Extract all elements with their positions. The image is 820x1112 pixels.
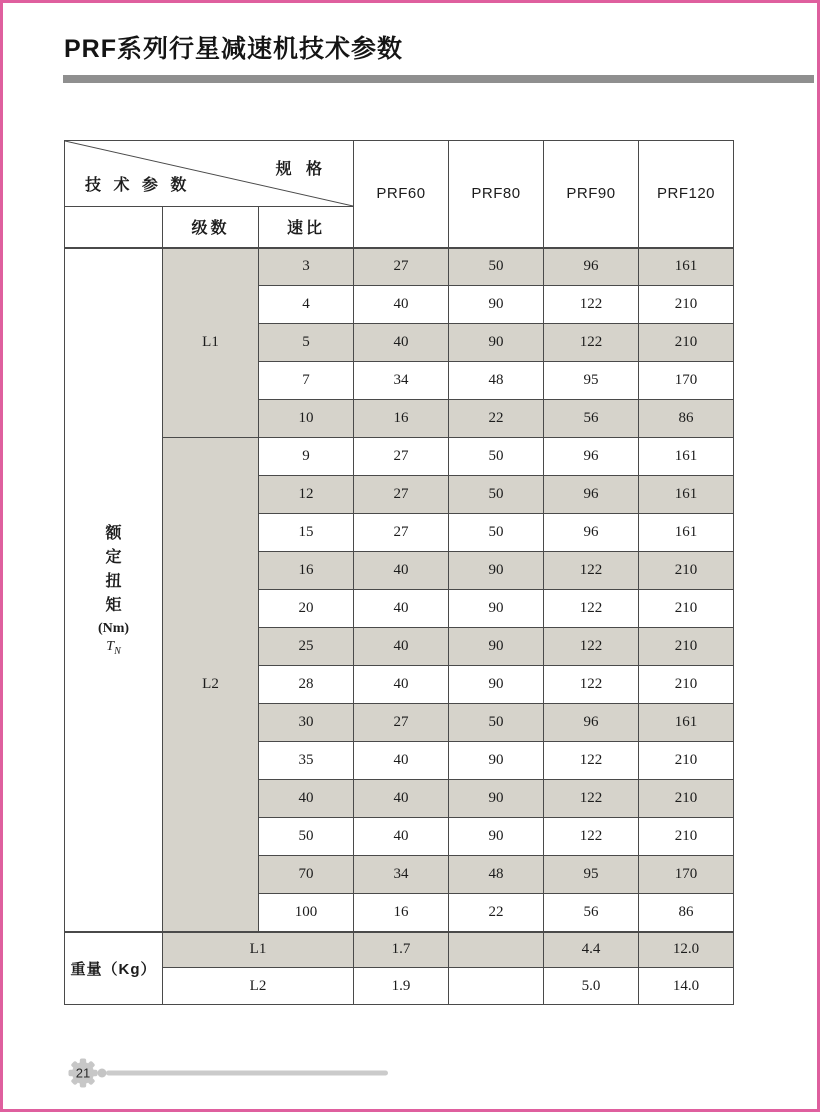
value-cell: 96	[544, 476, 639, 514]
value-cell: 122	[544, 818, 639, 856]
ratio-cell: 35	[259, 742, 354, 780]
value-cell: 96	[544, 438, 639, 476]
page-title: PRF系列行星减速机技术参数	[64, 35, 404, 63]
ratio-cell: 15	[259, 514, 354, 552]
weight-value-cell: 5.0	[544, 968, 639, 1005]
value-cell: 27	[354, 514, 449, 552]
value-cell: 40	[354, 590, 449, 628]
title-underline-bar	[63, 75, 814, 83]
col-header-prf60: PRF60	[354, 141, 449, 248]
col-header-prf90: PRF90	[544, 141, 639, 248]
ratio-cell: 5	[259, 324, 354, 362]
ratio-cell: 28	[259, 666, 354, 704]
value-cell: 40	[354, 818, 449, 856]
value-cell: 96	[544, 248, 639, 286]
value-cell: 16	[354, 894, 449, 932]
value-cell: 122	[544, 286, 639, 324]
value-cell: 90	[449, 590, 544, 628]
torque-label-stack	[65, 522, 162, 657]
value-cell: 161	[639, 476, 734, 514]
spec-row	[65, 248, 734, 286]
value-cell: 27	[354, 476, 449, 514]
value-cell: 40	[354, 780, 449, 818]
ratio-cell: 70	[259, 856, 354, 894]
value-cell: 90	[449, 742, 544, 780]
value-cell: 50	[449, 438, 544, 476]
weight-row	[65, 932, 734, 968]
value-cell: 122	[544, 324, 639, 362]
value-cell: 50	[449, 476, 544, 514]
footer-line	[106, 1071, 388, 1076]
value-cell: 90	[449, 780, 544, 818]
footer-line-dot	[98, 1069, 107, 1078]
param-corner-label: 技 术 参 数	[85, 177, 191, 194]
value-cell: 210	[639, 628, 734, 666]
value-cell: 27	[354, 438, 449, 476]
torque-unit: (Nm)	[97, 621, 130, 637]
ratio-cell: 10	[259, 400, 354, 438]
gear-icon	[69, 1059, 98, 1088]
torque-label: 额定扭矩	[105, 525, 122, 615]
stage-group-cell: L2	[163, 438, 259, 932]
value-cell: 48	[449, 856, 544, 894]
value-cell: 90	[449, 286, 544, 324]
ratio-cell: 30	[259, 704, 354, 742]
value-cell: 50	[449, 248, 544, 286]
value-cell: 170	[639, 362, 734, 400]
value-cell: 16	[354, 400, 449, 438]
value-cell: 122	[544, 590, 639, 628]
value-cell: 122	[544, 780, 639, 818]
ratio-cell: 7	[259, 362, 354, 400]
value-cell: 50	[449, 514, 544, 552]
value-cell: 50	[449, 704, 544, 742]
value-cell: 96	[544, 704, 639, 742]
col-header-prf80: PRF80	[449, 141, 544, 248]
weight-value-cell	[449, 932, 544, 968]
value-cell: 40	[354, 742, 449, 780]
col-header-prf120: PRF120	[639, 141, 734, 248]
value-cell: 86	[639, 400, 734, 438]
value-cell: 122	[544, 628, 639, 666]
weight-value-cell	[449, 968, 544, 1005]
value-cell: 161	[639, 438, 734, 476]
value-cell: 210	[639, 818, 734, 856]
torque-label-cell	[65, 248, 163, 932]
value-cell: 95	[544, 856, 639, 894]
ratio-cell: 12	[259, 476, 354, 514]
page-footer	[60, 1051, 400, 1095]
value-cell: 22	[449, 894, 544, 932]
value-cell: 56	[544, 400, 639, 438]
value-cell: 161	[639, 514, 734, 552]
value-cell: 161	[639, 248, 734, 286]
weight-label-cell: 重量（Kg）	[65, 932, 163, 1005]
value-cell: 27	[354, 248, 449, 286]
value-cell: 96	[544, 514, 639, 552]
ratio-cell: 16	[259, 552, 354, 590]
value-cell: 90	[449, 324, 544, 362]
value-cell: 95	[544, 362, 639, 400]
page-number: 21	[75, 1065, 91, 1081]
ratio-cell: 25	[259, 628, 354, 666]
ratio-cell: 4	[259, 286, 354, 324]
stage-header: 级数	[163, 207, 259, 248]
weight-value-cell: 14.0	[639, 968, 734, 1005]
empty-header-cell	[65, 207, 163, 248]
value-cell: 27	[354, 704, 449, 742]
value-cell: 210	[639, 666, 734, 704]
value-cell: 34	[354, 856, 449, 894]
value-cell: 22	[449, 400, 544, 438]
value-cell: 210	[639, 324, 734, 362]
ratio-cell: 100	[259, 894, 354, 932]
ratio-header: 速比	[259, 207, 354, 248]
value-cell: 122	[544, 552, 639, 590]
value-cell: 210	[639, 742, 734, 780]
weight-value-cell: 1.7	[354, 932, 449, 968]
value-cell: 40	[354, 286, 449, 324]
value-cell: 210	[639, 552, 734, 590]
value-cell: 90	[449, 818, 544, 856]
value-cell: 90	[449, 628, 544, 666]
value-cell: 210	[639, 590, 734, 628]
ratio-cell: 9	[259, 438, 354, 476]
value-cell: 86	[639, 894, 734, 932]
value-cell: 56	[544, 894, 639, 932]
diagonal-header-cell	[65, 141, 354, 207]
ratio-cell: 50	[259, 818, 354, 856]
header-row-top	[65, 141, 734, 207]
spec-row	[65, 438, 734, 476]
spec-corner-label: 规 格	[275, 161, 328, 178]
weight-value-cell: 1.9	[354, 968, 449, 1005]
value-cell: 170	[639, 856, 734, 894]
value-cell: 122	[544, 742, 639, 780]
torque-symbol: $T_N$	[106, 639, 121, 657]
value-cell: 48	[449, 362, 544, 400]
value-cell: 40	[354, 666, 449, 704]
ratio-cell: 40	[259, 780, 354, 818]
value-cell: 210	[639, 286, 734, 324]
value-cell: 40	[354, 324, 449, 362]
weight-stage-cell: L2	[163, 968, 354, 1005]
value-cell: 161	[639, 704, 734, 742]
ratio-cell: 20	[259, 590, 354, 628]
weight-row	[65, 968, 734, 1005]
value-cell: 210	[639, 780, 734, 818]
ratio-cell: 3	[259, 248, 354, 286]
value-cell: 40	[354, 628, 449, 666]
value-cell: 90	[449, 552, 544, 590]
weight-value-cell: 12.0	[639, 932, 734, 968]
value-cell: 122	[544, 666, 639, 704]
weight-stage-cell: L1	[163, 932, 354, 968]
stage-group-cell: L1	[163, 248, 259, 438]
spec-table	[64, 140, 734, 1005]
weight-value-cell: 4.4	[544, 932, 639, 968]
value-cell: 40	[354, 552, 449, 590]
value-cell: 34	[354, 362, 449, 400]
value-cell: 90	[449, 666, 544, 704]
